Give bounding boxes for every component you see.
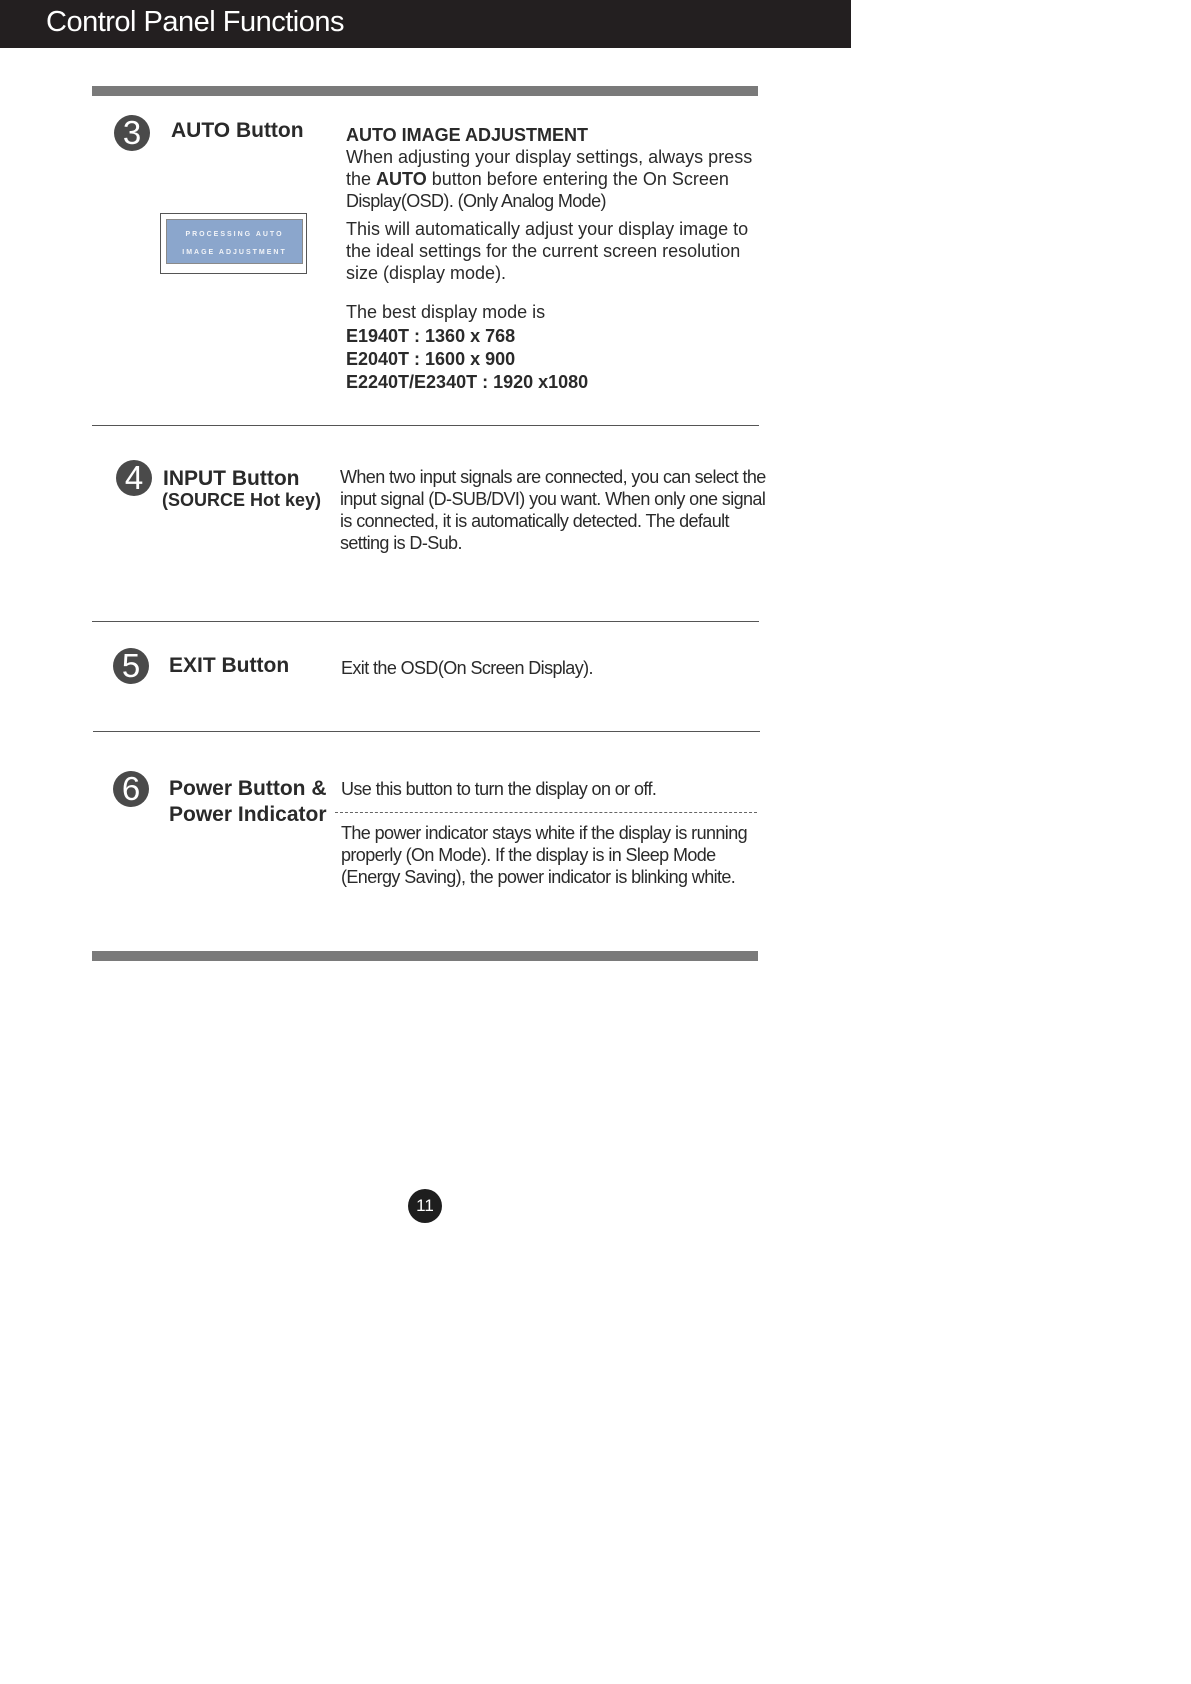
divider xyxy=(92,425,759,426)
input-desc-line4: setting is D-Sub. xyxy=(340,533,462,553)
dashed-separator xyxy=(335,812,757,813)
divider xyxy=(93,731,760,732)
section-number-3: 3 xyxy=(114,115,150,151)
text: button before entering the On Screen xyxy=(426,169,729,189)
osd-line-2: IMAGE ADJUSTMENT xyxy=(182,249,287,256)
page-title: Control Panel Functions xyxy=(46,6,344,38)
osd-message-panel xyxy=(166,219,303,264)
input-desc-line1: When two input signals are connected, you can select the xyxy=(340,467,766,487)
page-number: 11 xyxy=(408,1189,442,1223)
best-mode-label: The best display mode is xyxy=(346,302,546,322)
input-desc-line2: input signal (D-SUB/DVI) you want. When only one signal xyxy=(340,489,766,509)
auto-heading: AUTO IMAGE ADJUSTMENT xyxy=(346,125,589,145)
mode-e1940t: E1940T : 1360 x 768 xyxy=(346,326,516,346)
auto-para1-line2 xyxy=(346,168,729,190)
exit-button-title: EXIT Button xyxy=(169,654,290,677)
auto-keyword: AUTO xyxy=(376,169,427,189)
input-desc-line3: is connected, it is automatically detected. The default xyxy=(340,511,729,531)
top-divider xyxy=(92,86,758,96)
power-indicator-line1: The power indicator stays white if the display is running xyxy=(341,823,748,843)
input-button-subtitle: (SOURCE Hot key) xyxy=(162,490,322,510)
power-desc-1: Use this button to turn the display on or off. xyxy=(341,779,657,799)
divider xyxy=(92,621,759,622)
power-indicator-line3: (Energy Saving), the power indicator is blinking white. xyxy=(341,867,736,887)
auto-para1-line1: When adjusting your display settings, always press xyxy=(346,147,753,167)
auto-para1-line3: Display(OSD). (Only Analog Mode) xyxy=(346,191,606,211)
section-number-4: 4 xyxy=(116,460,152,496)
header-bar xyxy=(0,0,851,48)
section-number-5: 5 xyxy=(113,648,149,684)
mode-e2240t-e2340t: E2240T/E2340T : 1920 x1080 xyxy=(346,372,589,392)
auto-para2-line1: This will automatically adjust your display image to xyxy=(346,219,749,239)
auto-para2-line3: size (display mode). xyxy=(346,263,507,283)
power-button-title-line2: Power Indicator xyxy=(169,803,327,826)
osd-message-image xyxy=(160,213,307,274)
auto-para2-line2: the ideal settings for the current screen resolution xyxy=(346,241,741,261)
auto-button-title: AUTO Button xyxy=(171,119,304,142)
power-button-title-line1: Power Button & xyxy=(169,777,327,800)
text: the xyxy=(346,169,377,189)
bottom-divider xyxy=(92,951,758,961)
mode-e2040t: E2040T : 1600 x 900 xyxy=(346,349,516,369)
input-button-title: INPUT Button xyxy=(163,467,300,490)
power-indicator-line2: properly (On Mode). If the display is in Sleep Mode xyxy=(341,845,716,865)
osd-line-1: PROCESSING AUTO xyxy=(185,231,284,238)
section-number-6: 6 xyxy=(113,771,149,807)
exit-desc: Exit the OSD(On Screen Display). xyxy=(341,658,593,678)
